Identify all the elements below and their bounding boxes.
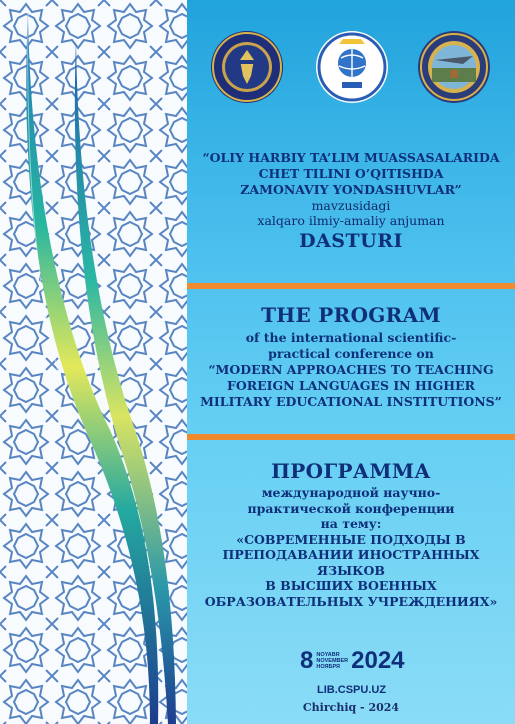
russian-line: ОБРАЗОВАТЕЛЬНЫХ УЧРЕЖДЕНИЯХ» (204, 593, 498, 609)
orange-separator (187, 434, 515, 440)
military-institute-emblem-icon (417, 30, 491, 104)
ministry-of-defense-emblem-icon (210, 30, 284, 104)
event-date (300, 648, 405, 674)
uzbek-title-line: “OLIY HARBIY TA’LIM MUASSASALARIDA (202, 150, 500, 165)
russian-line: «СОВРЕМЕННЫЕ ПОДХОДЫ В (236, 531, 466, 547)
month-ru: НОЯБРЯ (316, 664, 340, 670)
russian-line: практической конференции (247, 500, 455, 516)
conference-globe-logo-icon (315, 30, 389, 104)
ornament-pattern (0, 0, 187, 724)
date-year: 2024 (351, 647, 405, 674)
date-months (316, 652, 348, 670)
english-section (187, 303, 515, 410)
russian-line: ПРЕПОДАВАНИИ ИНОСТРАННЫХ ЯЗЫКОВ (222, 547, 480, 578)
uzbek-subtitle-line: xalqaro ilmiy-amaliy anjuman (257, 213, 445, 228)
place-year: Chirchiq - 2024 (302, 701, 400, 714)
logo-row (195, 30, 507, 110)
english-heading: THE PROGRAM (261, 303, 441, 327)
uzbek-heading: DASTURI (299, 230, 403, 252)
english-line: “MODERN APPROACHES TO TEACHING (208, 362, 494, 377)
russian-heading: ПРОГРАММА (271, 459, 431, 483)
date-day: 8 (300, 647, 314, 674)
orange-separator (187, 283, 515, 289)
english-line: FOREIGN LANGUAGES IN HIGHER (226, 378, 476, 393)
russian-line: на тему: (320, 516, 382, 531)
uzbek-subtitle-line: mavzusidagi (311, 198, 391, 213)
uzbek-title-line: ZAMONAVIY YONDASHUVLAR” (240, 182, 462, 197)
month-en: NOVEMBER (316, 658, 349, 664)
uzbek-title-line: CHET TILINI O’QITISHDA (258, 166, 444, 181)
russian-section (187, 459, 515, 609)
month-uz: NOYABR (316, 652, 340, 658)
uzbek-section (187, 150, 515, 252)
russian-line: международной научно- (261, 485, 441, 500)
website-watermark: LIB.CSPU.UZ (317, 684, 387, 696)
english-line: practical conference on (268, 346, 434, 361)
english-line: MILITARY EDUCATIONAL INSTITUTIONS” (200, 394, 502, 409)
russian-line: В ВЫСШИХ ВОЕННЫХ (265, 578, 437, 593)
english-line: of the international scientific- (245, 330, 457, 345)
decorative-left-panel (0, 0, 187, 724)
